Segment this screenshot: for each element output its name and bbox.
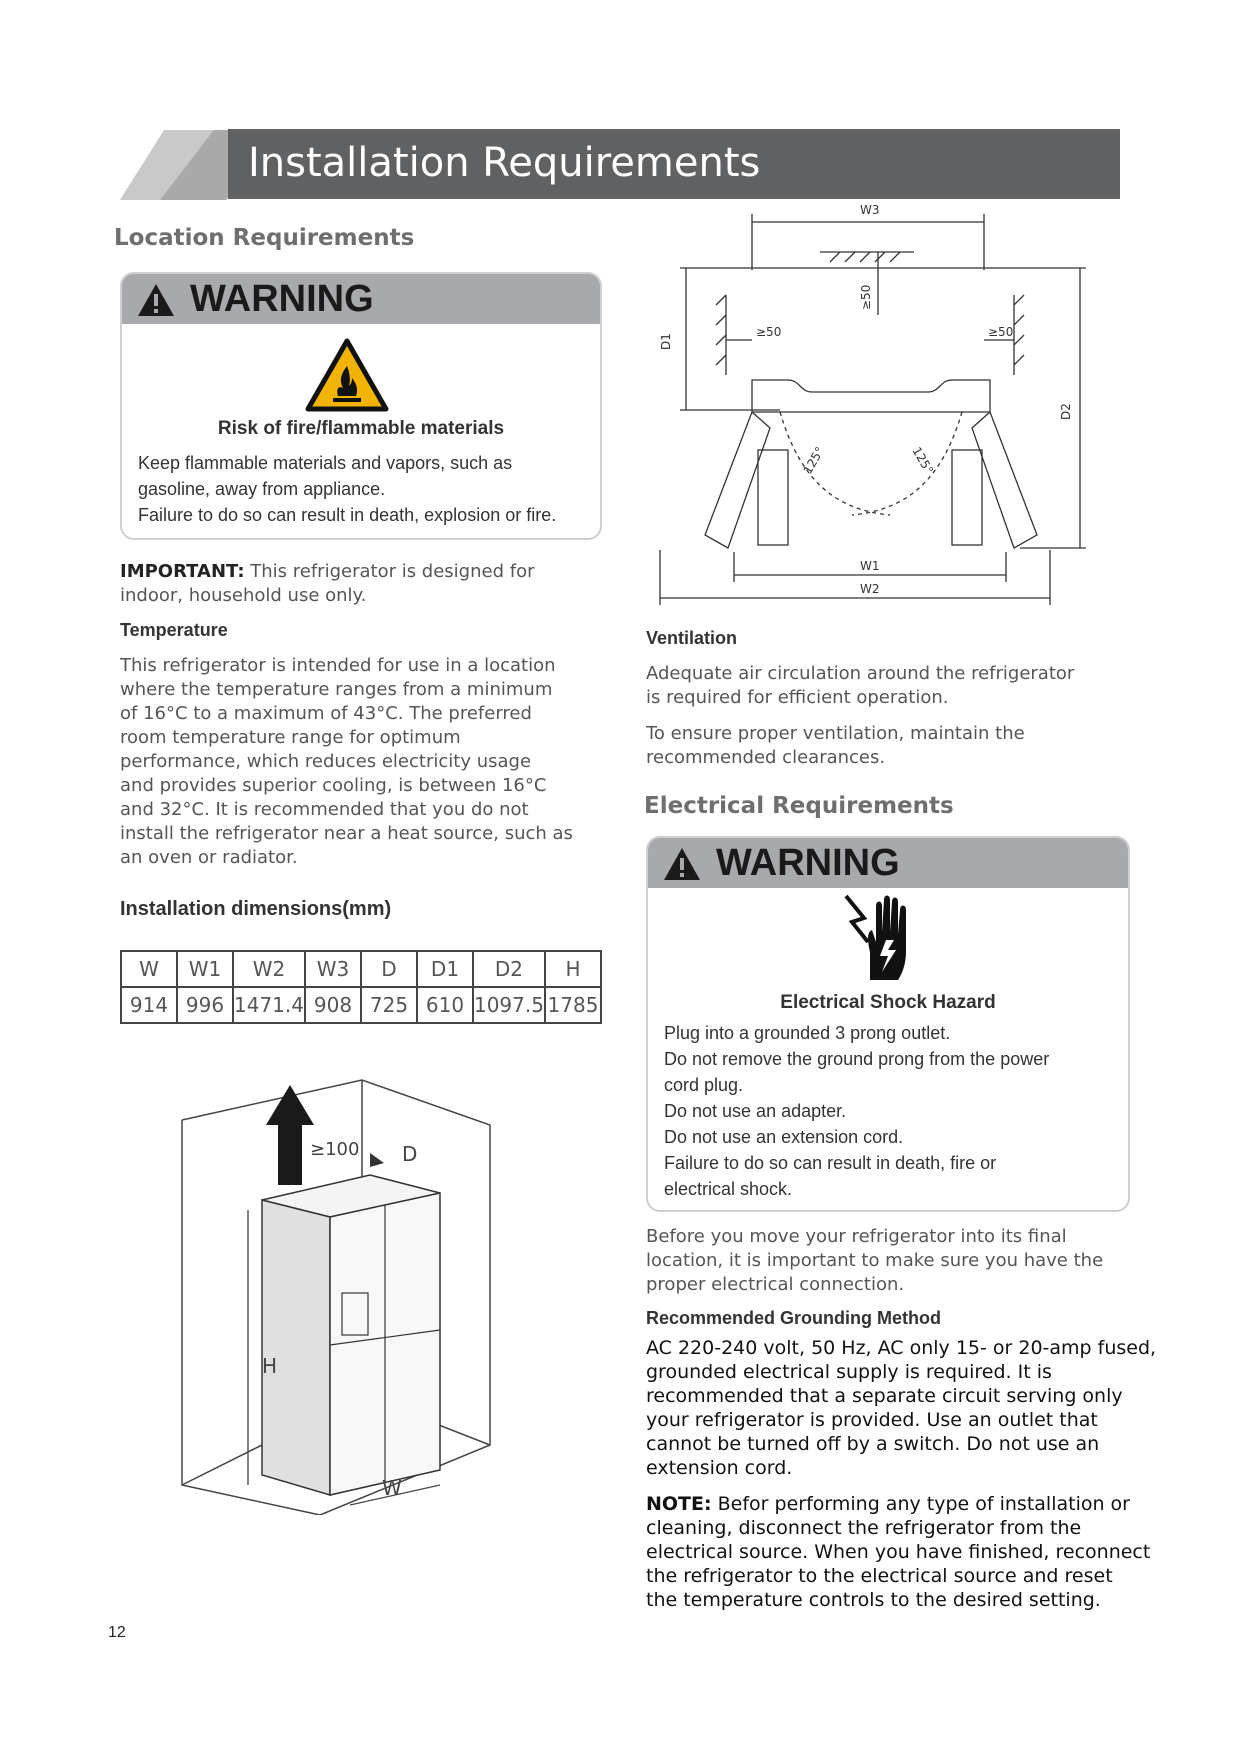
important-text-2: indoor, household use only. [120, 585, 367, 606]
table-header-cell: W1 [177, 951, 233, 987]
grounding-heading: Recommended Grounding Method [646, 1308, 941, 1328]
shock-hazard-title: Electrical Shock Hazard [780, 992, 996, 1013]
clearance-top-label: ≥50 [859, 284, 873, 310]
text-line: recommended clearances. [646, 747, 886, 768]
text-line: electrical source. When you have finished, reconnect [646, 1541, 1151, 1563]
text-line: an oven or radiator. [120, 847, 298, 868]
text-line: of 16°C to a maximum of 43°C. The preferred [120, 703, 532, 724]
table-cell: 996 [177, 987, 233, 1023]
clearance-right-label: ≥50 [988, 325, 1014, 339]
text-line: cannot be turned off by a switch. Do not use an [646, 1433, 1100, 1455]
page-title: Installation Requirements [248, 140, 761, 186]
text-line: This refrigerator is intended for use in a location [120, 655, 556, 676]
warning-triangle-icon [136, 282, 176, 318]
fire-warning-line: Keep flammable materials and vapors, such as [138, 453, 513, 473]
ventilation-paragraph [646, 662, 1074, 710]
angle-left-label: 125° [800, 444, 828, 477]
text-line [646, 1492, 1150, 1516]
note-label: NOTE: [646, 1493, 712, 1515]
warning-header [122, 274, 600, 324]
fire-hazard-title: Risk of fire/flammable materials [217, 418, 505, 439]
text-line: is required for efficient operation. [646, 687, 949, 708]
shock-warning-lines [664, 1020, 1049, 1202]
dim-d1-label: D1 [659, 333, 673, 350]
table-header-cell: W [121, 951, 177, 987]
electric-shock-icon [838, 892, 928, 984]
text-line: Plug into a grounded 3 prong outlet. [664, 1023, 951, 1043]
clearance-left-label: ≥50 [756, 325, 782, 339]
table-cell: 914 [121, 987, 177, 1023]
table-header-cell: W2 [233, 951, 305, 987]
text-line: extension cord. [646, 1457, 793, 1479]
warning-triangle-icon [662, 846, 702, 882]
text-line: and 32°C. It is recommended that you do not [120, 799, 529, 820]
clearance-diagram [650, 200, 1110, 610]
text-line: electrical shock. [664, 1179, 793, 1199]
text-line: proper electrical connection. [646, 1274, 905, 1295]
text-line: room temperature range for optimum [120, 727, 461, 748]
table-header-cell: D2 [473, 951, 545, 987]
text-line: cleaning, disconnect the refrigerator from the [646, 1517, 1082, 1539]
table-cell: 1471.4 [233, 987, 305, 1023]
note-text: Befor performing any type of installation or [711, 1493, 1130, 1515]
text-line: your refrigerator is provided. Use an outlet that [646, 1409, 1098, 1431]
text-line: install the refrigerator near a heat source, such as [120, 823, 573, 844]
text-line: Adequate air circulation around the refrigerator [646, 663, 1075, 684]
text-line: performance, which reduces electricity usage [120, 751, 532, 772]
flammable-icon [305, 338, 389, 412]
electrical-title: Electrical Requirements [644, 793, 954, 819]
text-line: the refrigerator to the electrical source and reset [646, 1565, 1113, 1587]
shock-warning-box [646, 836, 1130, 1212]
table-header-cell: H [545, 951, 601, 987]
table-cell: 725 [361, 987, 417, 1023]
dimensions-heading: Installation dimensions(mm) [120, 898, 392, 920]
fire-warning-box [120, 272, 602, 540]
text-line: grounded electrical supply is required. It is [646, 1361, 1052, 1383]
text-line: recommended that a separate circuit serving only [646, 1385, 1123, 1407]
note-paragraph [646, 1492, 1150, 1612]
warning-label: WARNING [716, 842, 900, 884]
table-header-cell: W3 [305, 951, 361, 987]
fire-warning-line: gasoline, away from appliance. [138, 479, 386, 499]
table-row [121, 987, 601, 1023]
text-line: the temperature controls to the desired setting. [646, 1589, 1101, 1611]
ventilation-paragraph [646, 722, 1025, 770]
important-label: IMPORTANT: [120, 561, 245, 582]
location-title: Location Requirements [114, 225, 415, 251]
text-line: Do not use an extension cord. [664, 1127, 904, 1147]
dim-w2-label: W2 [860, 582, 880, 596]
clearance-label: ≥100 [310, 1139, 360, 1160]
text-line: To ensure proper ventilation, maintain the [646, 723, 1025, 744]
important-text: This refrigerator is designed for [244, 561, 535, 582]
depth-label: D [402, 1142, 418, 1166]
electrical-intro [646, 1225, 1103, 1297]
table-cell: 610 [417, 987, 473, 1023]
warning-header [648, 838, 1128, 888]
table-cell: 908 [305, 987, 361, 1023]
table-header-cell: D [361, 951, 417, 987]
fire-warning-line: Failure to do so can result in death, explosion or fire. [138, 505, 557, 525]
warning-label: WARNING [190, 278, 374, 320]
angle-right-label: 125° [909, 444, 936, 477]
text-line: and provides superior cooling, is between 16°C [120, 775, 547, 796]
table-header-row [121, 951, 601, 987]
page-number: 12 [108, 1624, 126, 1641]
text-line: AC 220-240 volt, 50 Hz, AC only 15- or 20-amp fused, [646, 1337, 1157, 1359]
temperature-heading: Temperature [120, 620, 228, 640]
dimensions-table [120, 950, 602, 1024]
table-cell: 1097.5 [473, 987, 545, 1023]
dim-w1-label: W1 [860, 559, 880, 573]
text-line: Before you move your refrigerator into its final [646, 1226, 1067, 1247]
text-line: cord plug. [664, 1075, 744, 1095]
ventilation-heading: Ventilation [646, 628, 738, 648]
table-header-cell: D1 [417, 951, 473, 987]
grounding-paragraph [646, 1336, 1156, 1480]
table-cell: 1785 [545, 987, 601, 1023]
text-line: where the temperature ranges from a minimum [120, 679, 553, 700]
text-line: Failure to do so can result in death, fire or [664, 1153, 997, 1173]
text-line: Do not use an adapter. [664, 1101, 847, 1121]
text-line: location, it is important to make sure you have the [646, 1250, 1104, 1271]
dim-w3-label: W3 [860, 203, 880, 217]
width-label: W [382, 1476, 402, 1500]
temperature-paragraph [120, 654, 573, 870]
text-line: Do not remove the ground prong from the power [664, 1049, 1050, 1069]
fridge-room-diagram [170, 1075, 530, 1515]
dim-d2-label: D2 [1059, 403, 1073, 420]
height-label: H [262, 1354, 278, 1378]
important-note [120, 560, 534, 584]
